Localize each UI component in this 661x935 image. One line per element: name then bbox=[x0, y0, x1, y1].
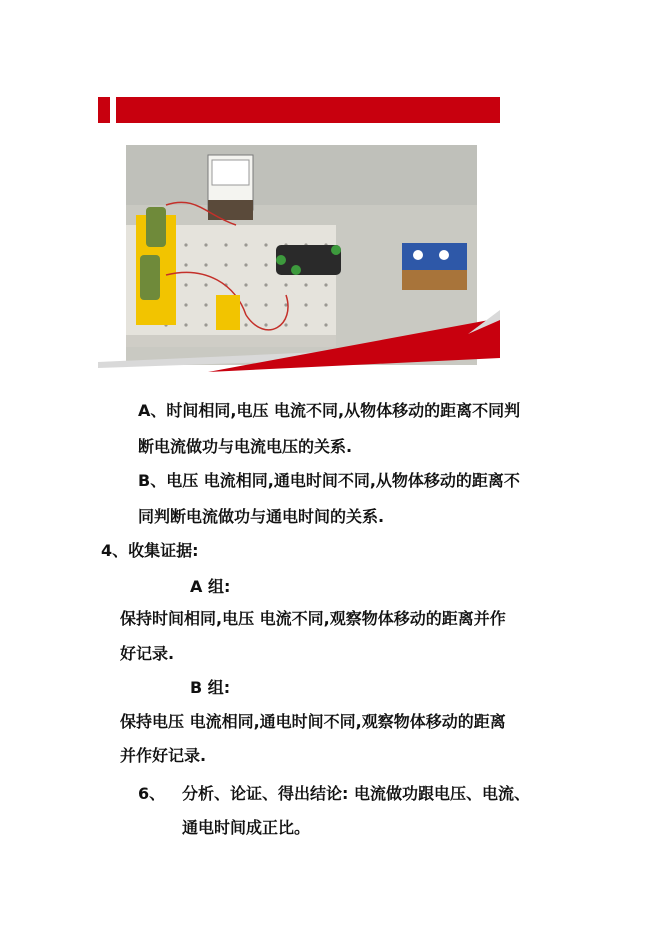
header-banner-left bbox=[98, 97, 110, 123]
section-4-heading: 4、收集证据: bbox=[101, 541, 199, 560]
group-a-line1: 保持时间相同,电压 电流不同,观察物体移动的距离并作 bbox=[120, 609, 506, 628]
hypothesis-a-line1: A、时间相同,电压 电流不同,从物体移动的距离不同判 bbox=[138, 401, 521, 420]
hypothesis-b-line2: 同判断电流做功与通电时间的关系. bbox=[138, 507, 385, 526]
section-6-line2: 通电时间成正比。 bbox=[182, 818, 311, 837]
group-a-heading: A 组: bbox=[190, 577, 231, 596]
group-b-line2: 并作好记录. bbox=[120, 746, 207, 765]
group-b-line1: 保持电压 电流相同,通电时间不同,观察物体移动的距离 bbox=[120, 712, 506, 731]
section-6-number: 6、 bbox=[138, 784, 166, 803]
hypothesis-b-line1: B、电压 电流相同,通电时间不同,从物体移动的距离不 bbox=[138, 471, 520, 490]
group-a-line2: 好记录. bbox=[120, 644, 175, 663]
hypothesis-a-line2: 断电流做功与电流电压的关系. bbox=[138, 437, 353, 456]
section-6-line1: 分析、论证、得出结论: 电流做功跟电压、电流、 bbox=[182, 784, 530, 803]
decorative-swoosh bbox=[98, 310, 500, 390]
group-b-heading: B 组: bbox=[190, 678, 231, 697]
header-banner bbox=[116, 97, 500, 123]
